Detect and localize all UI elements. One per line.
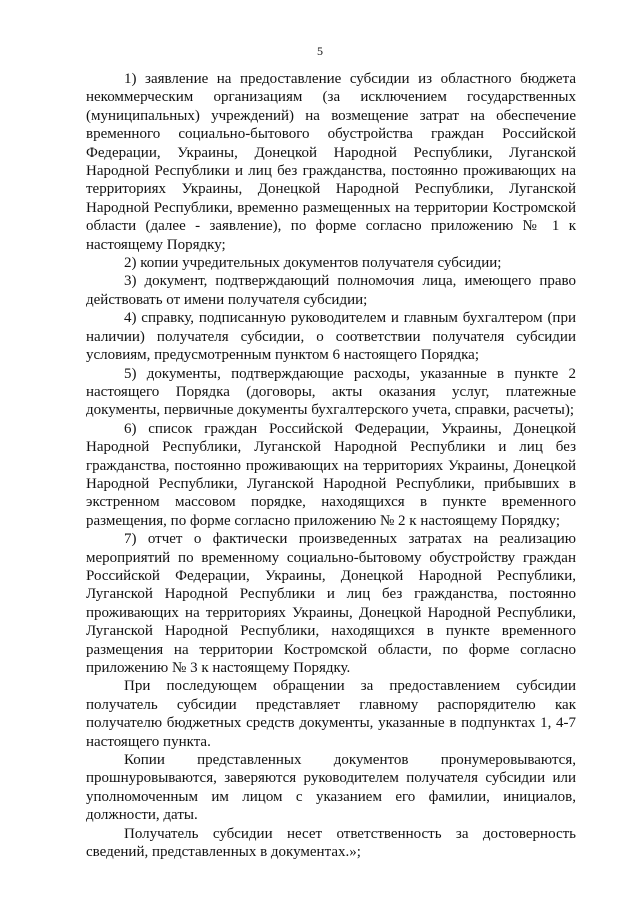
paragraph-resubmission: При последующем обращении за предоставлением субсидии получатель субсидии представляет главному распорядителю как получателю бюджетных средств документы, указанные в подпунктах 1, 4-7 настоящего пункта. (86, 678, 576, 750)
paragraph-item-1: 1) заявление на предоставление субсидии из областного бюджета некоммерческим организациям (за исключением государственных (муниципальных) учреждений) на возмещение затрат на обеспечение временного социально-бытового обустройства граждан Российской Федерации, Украины, Донецкой Народной Республики, Луганской Народной Республики и лиц без гражданства, постоянно проживающих на территориях Украины, Донецкой Народной Республики, Луганской Народной Республики, временно размещенных на территории Костромской области (далее - заявление), по форме согласно приложению № 1 к настоящему Порядку; (86, 71, 576, 253)
page-number: 5 (317, 44, 323, 58)
paragraph-responsibility: Получатель субсидии несет ответственность за достоверность сведений, представленных в документах.»; (86, 825, 576, 861)
paragraph-item-3: 3) документ, подтверждающий полномочия лица, имеющего право действовать от имени получателя субсидии; (86, 273, 576, 308)
paragraph-item-2: 2) копии учредительных документов получателя субсидии; (124, 255, 502, 272)
paragraph-item-6: 6) список граждан Российской Федерации, Украины, Донецкой Народной Республики, Луганской Народной Республики и лиц без гражданства, постоянно проживающих на территориях Украины, Донецкой Народной Республики, Луганской Народной Республики, прибывших в экстренном массовом порядке, находящихся в пункте временного размещения, по форме согласно приложению № 2 к настоящему Порядку; (86, 420, 576, 529)
paragraph-item-5: 5) документы, подтверждающие расходы, указанные в пункте 2 настоящего Порядка (договоры, акты оказания услуг, платежные документы, первичные документы бухгалтерского учета, справки, расчеты); (86, 365, 576, 419)
document-body (86, 70, 576, 861)
paragraph-item-7: 7) отчет о фактически произведенных затратах на реализацию мероприятий по временному социально-бытовому обустройству граждан Российской Федерации, Украины, Донецкой Народной Республики, Луганской Народной Республики и лиц без гражданства, постоянно проживающих на территориях Украины, Донецкой Народной Республики, Луганской Народной Республики, находящихся в пункте временного размещения на территории Костромской области, по форме согласно приложению № 3 к настоящему Порядку. (86, 531, 576, 676)
paragraph-item-4: 4) справку, подписанную руководителем и главным бухгалтером (при наличии) получателя субсидии, о соответствии получателя субсидии условиям, предусмотренным пунктом 6 настоящего Порядка; (86, 310, 576, 364)
paragraph-copies: Копии представленных документов пронумеровываются, прошнуровываются, заверяются руководителем получателя субсидии или уполномоченным им лицом с указанием его фамилии, инициалов, должности, даты. (86, 752, 576, 824)
